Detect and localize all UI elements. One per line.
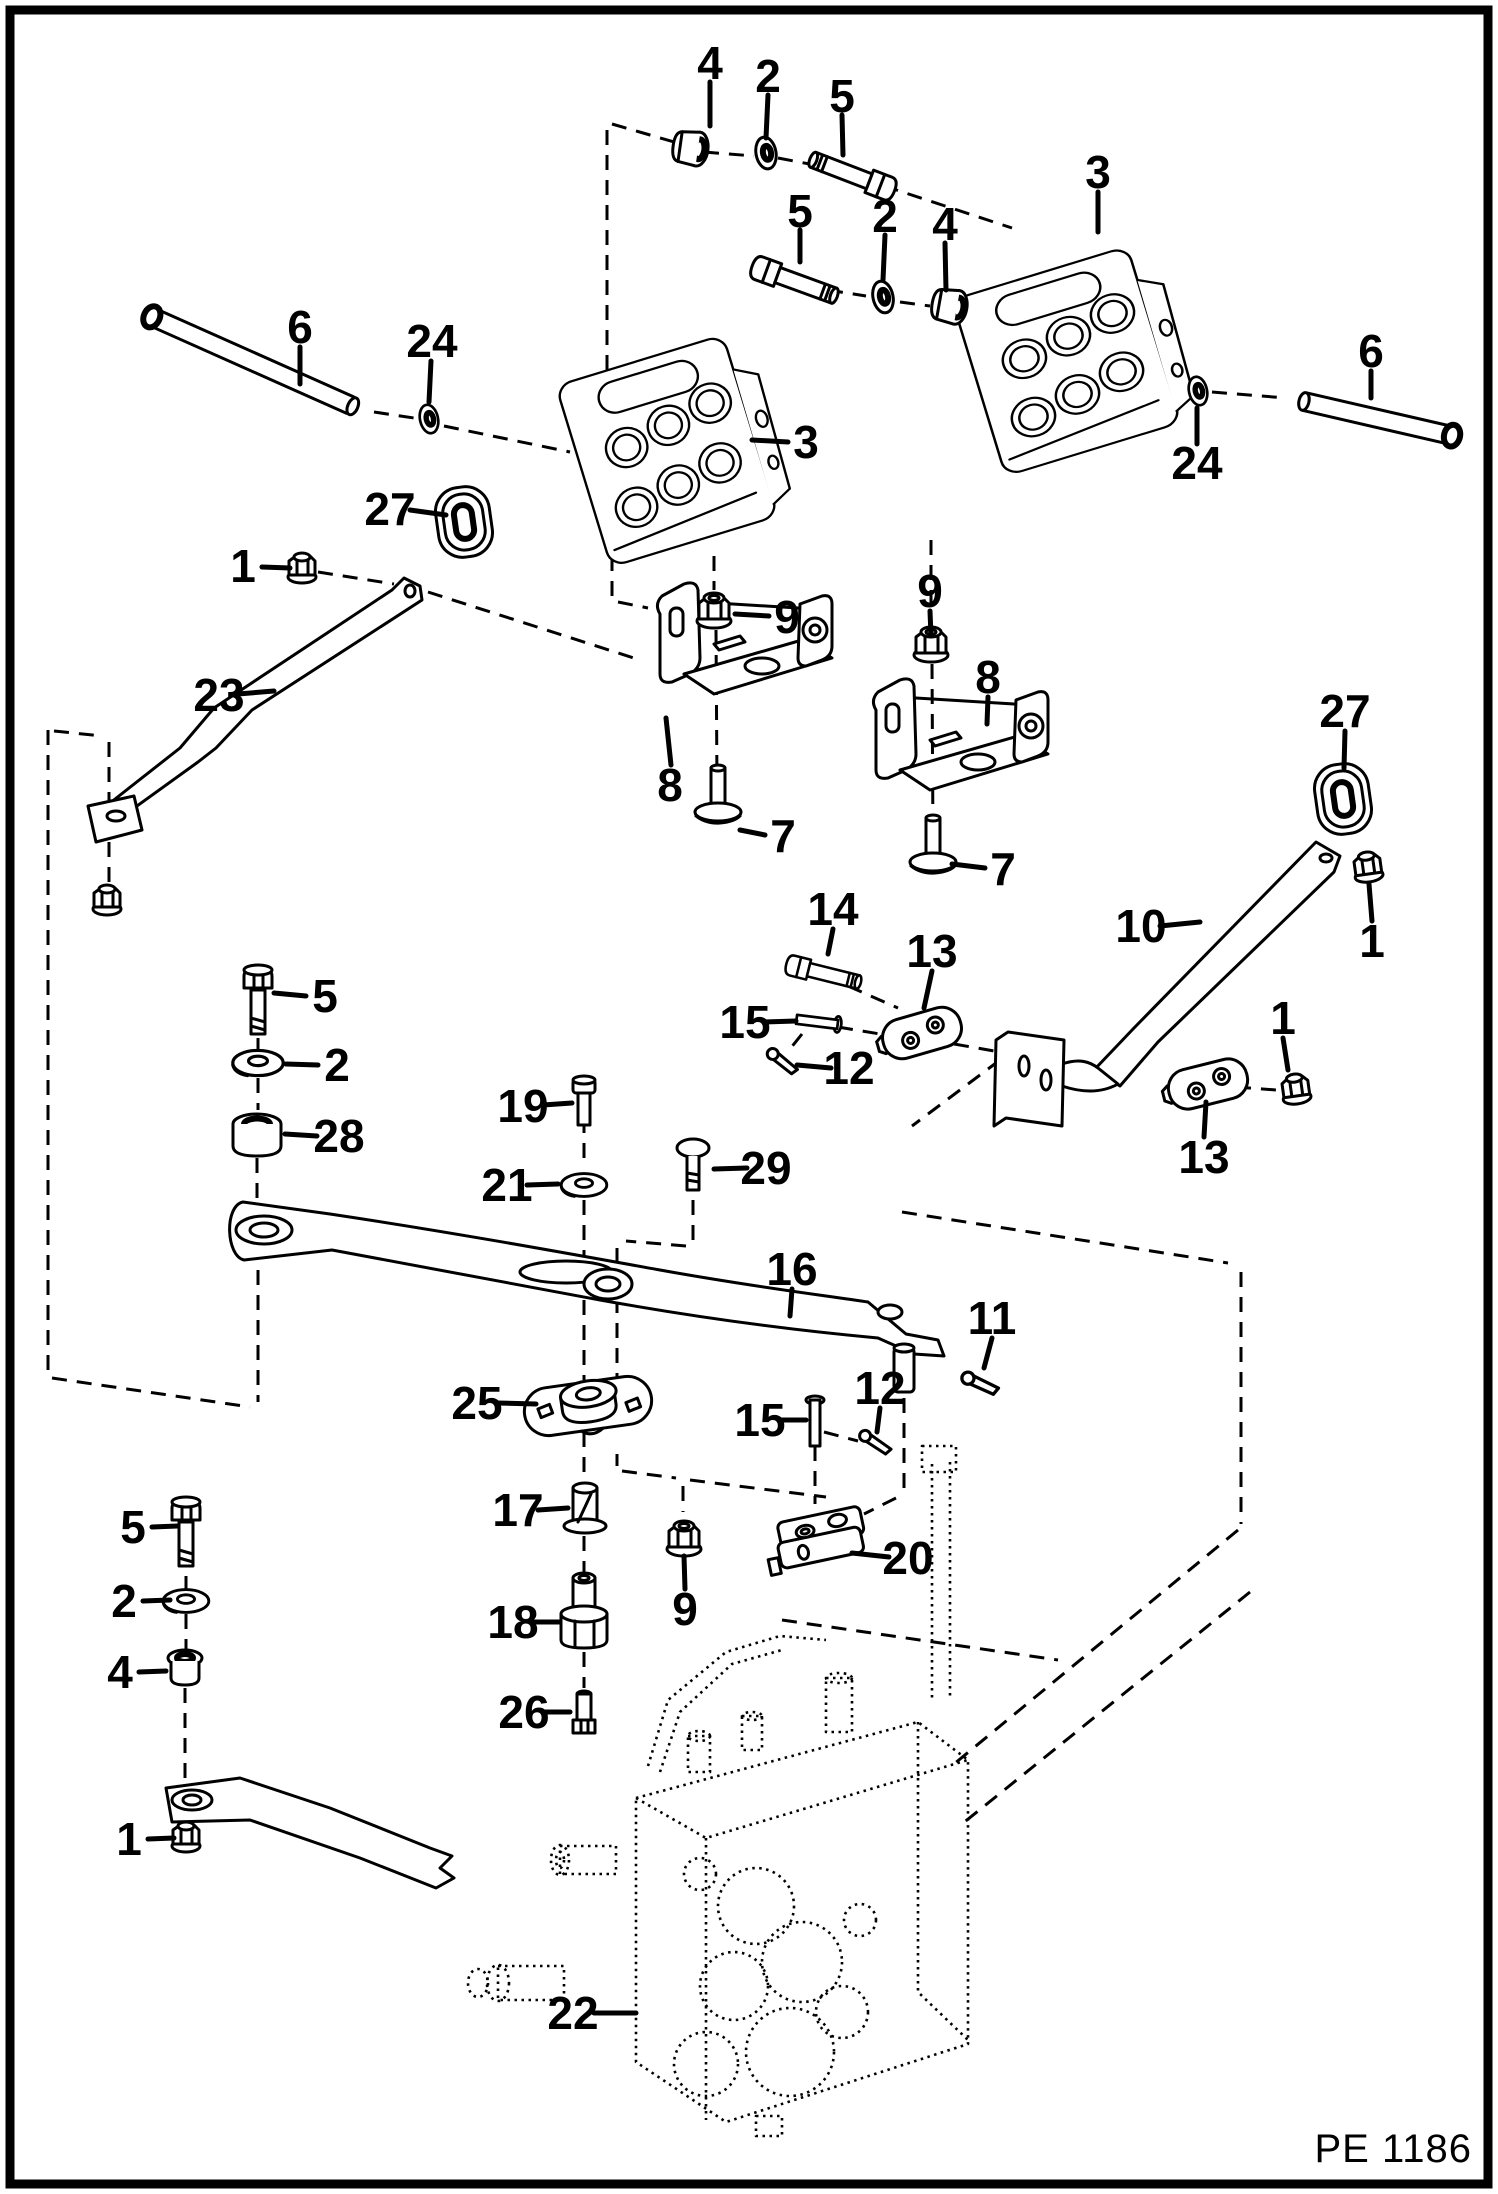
callout-1: 1 [1359,915,1385,967]
callout-1-leader [262,567,290,568]
washer-24-left [417,403,441,435]
bushing-4-row2 [929,286,969,326]
callout-6: 6 [1358,325,1384,377]
pivot-pin-6-right [1297,390,1463,449]
washer-21 [561,1174,607,1197]
bolt-26 [573,1691,595,1733]
callout-2-leader [143,1600,170,1601]
callout-17: 17 [492,1484,544,1536]
callout-4: 4 [932,198,958,250]
callout-3: 3 [1085,146,1111,198]
callout-24: 24 [406,315,458,367]
callout-23: 23 [193,669,245,721]
mount-bracket-right [873,679,1048,790]
mount-bracket-left [657,583,832,694]
callout-7: 7 [770,810,796,862]
figure-code: PE 1186 [1314,2127,1472,2171]
callout-9: 9 [672,1583,698,1635]
callout-7-leader [952,864,985,868]
cotter-pin-11 [960,1370,1000,1396]
callout-5-leader [274,993,306,996]
screw-29 [677,1139,709,1190]
callout-layer [107,37,1385,2039]
washer-2-top [753,136,778,171]
callout-2-leader [286,1064,318,1065]
callout-15: 15 [734,1394,786,1446]
nut-9-lower [667,1521,701,1556]
callout-27: 27 [1319,685,1371,737]
bushing-28 [233,1114,281,1156]
standoff-nut-18 [561,1573,607,1648]
pivot-pin-6-left [140,304,362,419]
callout-13: 13 [906,925,958,977]
callout-29: 29 [740,1142,792,1194]
callout-9: 9 [774,591,800,643]
grommet-27-left [432,484,495,561]
callout-19: 19 [497,1080,549,1132]
callout-15: 15 [719,996,771,1048]
nut-9-left [697,593,731,628]
callout-1: 1 [1270,992,1296,1044]
callout-24: 24 [1171,437,1223,489]
callout-27: 27 [364,483,416,535]
callout-7: 7 [990,843,1016,895]
page-border [10,10,1488,2184]
callout-5: 5 [787,185,813,237]
callout-1: 1 [230,540,256,592]
control-lever-16 [230,1202,944,1392]
callout-5-leader [152,1526,178,1527]
bolt-14 [784,954,864,992]
grommet-27-right [1311,761,1374,838]
bolt-19 [573,1076,595,1125]
nut-1-right-mid [1280,1072,1312,1106]
callout-18: 18 [487,1596,539,1648]
washer-2-row2 [870,279,896,314]
bolt-7-right [910,815,956,873]
pin-15-lower [806,1396,824,1446]
callout-3: 3 [793,416,819,468]
callout-12: 12 [854,1362,906,1414]
callout-5: 5 [312,970,338,1022]
link-13-upper [872,1003,966,1065]
callout-12: 12 [823,1042,875,1094]
callout-11: 11 [967,1292,1017,1344]
callout-28-leader [285,1134,317,1136]
bushing-4-top [671,129,710,168]
clamp-block-20 [761,1506,869,1576]
callout-3-leader [752,440,788,442]
callout-4-leader [945,243,946,290]
callout-25: 25 [451,1377,503,1429]
callout-25-leader [497,1403,536,1404]
callout-16: 16 [766,1243,818,1295]
callout-8-leader [666,718,671,765]
callout-4: 4 [107,1646,133,1698]
bolt-5-row2 [748,255,841,309]
callout-6: 6 [287,301,313,353]
cotter-pin-12-upper [765,1046,799,1076]
callout-13: 13 [1178,1131,1230,1183]
callout-5: 5 [829,70,855,122]
nut-1-right-top [1352,850,1384,884]
pedal-lever-23 [88,578,422,842]
callout-9: 9 [917,565,943,617]
callout-4-leader [139,1671,166,1672]
callout-26: 26 [498,1686,550,1738]
callout-24-leader [429,361,431,402]
washer-2-mid-left [233,1050,283,1075]
callout-9-leader [735,614,769,616]
callout-22: 22 [547,1987,599,2039]
pedal-bracket-right [952,240,1203,476]
callout-1-leader [148,1838,174,1839]
pedal-bracket-left [556,328,799,566]
callout-14: 14 [807,883,859,935]
callout-2: 2 [324,1039,350,1091]
callout-8: 8 [975,651,1001,703]
washer-24-right [1186,375,1210,407]
callout-7-leader [740,830,765,835]
bolt-5-bottom-left [172,1497,200,1566]
pin-15-upper [796,1011,843,1033]
callout-2: 2 [872,190,898,242]
callout-28: 28 [313,1110,365,1162]
cam-plate-25 [521,1372,655,1442]
bushing-4-bottom-left [168,1650,202,1685]
callout-10: 10 [1115,900,1167,952]
callout-2: 2 [755,50,781,102]
bolt-5-mid-left [244,965,272,1034]
callout-20: 20 [882,1532,934,1584]
callout-1: 1 [116,1813,142,1865]
pedal-lever-bottom-left [166,1778,454,1888]
bolt-7-left [695,765,741,823]
callout-4: 4 [697,37,723,89]
nut-1-left-bottom [93,885,121,915]
callout-5: 5 [120,1501,146,1553]
callout-2: 2 [111,1575,137,1627]
callout-21: 21 [481,1159,533,1211]
callout-8: 8 [657,759,683,811]
